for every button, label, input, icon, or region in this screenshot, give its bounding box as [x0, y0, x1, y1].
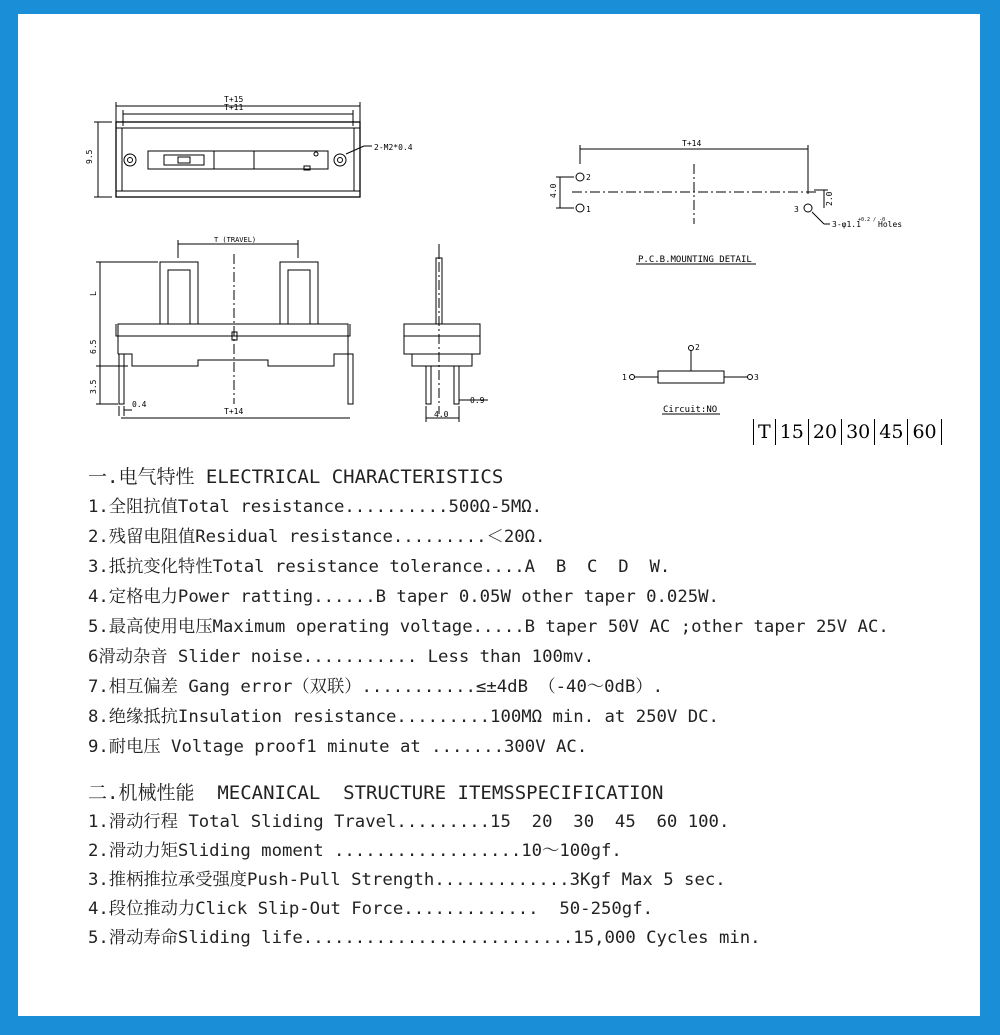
mechanical-line: 5.滑动寿命Sliding life..........................15,000 Cycles min.	[88, 928, 761, 948]
holes-suffix: Holes	[878, 220, 903, 229]
electrical-line: 9.耐电压 Voltage proof1 minute at .......300V AC.	[88, 737, 588, 757]
travel-table-cell: 60	[908, 419, 941, 445]
mechanical-title: 二.机械性能 MECANICAL STRUCTURE ITEMSSPECIFICATION	[88, 782, 664, 804]
holes-label: 3-φ1.1	[832, 220, 861, 229]
circuit-diagram	[630, 346, 753, 415]
pcb-mounting-detail	[556, 145, 830, 264]
dim-travel: T (TRAVEL)	[214, 236, 257, 244]
dim-4-0: 4.0	[434, 410, 449, 419]
circuit-caption: Circuit:NO	[663, 405, 718, 415]
pcb-dim-left: 4.0	[549, 183, 558, 198]
dim-6-5: 6.5	[89, 339, 98, 354]
drawing-svg	[18, 14, 980, 476]
dim-t11: T+11	[224, 103, 244, 112]
pcb-dim-right: 2.0	[825, 191, 834, 206]
circuit-pin1: 1	[622, 373, 627, 382]
travel-table-cell: 45	[875, 419, 908, 445]
dim-height: 9.5	[85, 149, 94, 164]
dim-3-5: 3.5	[89, 379, 98, 394]
electrical-line: 7.相互偏差 Gang error（双联）...........≤±4dB （-40～0dB）.	[88, 677, 664, 697]
electrical-line: 3.抵抗变化特性Total resistance tolerance....A B C D W.	[88, 557, 671, 577]
electrical-line: 8.绝缘抵抗Insulation resistance.........100MΩ min. at 250V DC.	[88, 707, 719, 727]
dim-t15: T+15	[224, 95, 244, 104]
specifications	[88, 462, 968, 953]
electrical-line: 5.最高使用电压Maximum operating voltage.....B taper 50V AC ;other taper 25V AC.	[88, 617, 889, 637]
electrical-line: 4.定格电力Power ratting......B taper 0.05W other taper 0.025W.	[88, 587, 719, 607]
mechanical-line: 2.滑动力矩Sliding moment ..................10～100gf.	[88, 841, 622, 861]
pcb-pin3: 3	[794, 205, 799, 214]
pcb-pin1: 1	[586, 205, 591, 214]
holes-tolerance: +0.2 / -0	[858, 217, 886, 223]
mechanical-line: 3.推柄推拉承受强度Push-Pull Strength.............3Kgf Max 5 sec.	[88, 870, 726, 890]
dim-0-9: 0.9	[470, 396, 485, 405]
electrical-title: 一.电气特性 ELECTRICAL CHARACTERISTICS	[88, 466, 504, 488]
electrical-line: 6滑动杂音 Slider noise........... Less than 100mv.	[88, 647, 595, 667]
side-view	[96, 240, 353, 418]
circuit-pin2: 2	[695, 343, 700, 352]
mechanical-line: 1.滑动行程 Total Sliding Travel.........15 20 30 45 60 100.	[88, 812, 730, 832]
pcb-caption: P.C.B.MOUNTING DETAIL	[638, 255, 752, 265]
circuit-pin3: 3	[754, 373, 759, 382]
mechanical-line: 4.段位推动力Click Slip-Out Force............. 50-250gf.	[88, 899, 653, 919]
travel-table-cell: 30	[842, 419, 875, 445]
travel-table-cell: 20	[809, 419, 842, 445]
technical-drawing	[18, 14, 980, 476]
travel-table	[753, 419, 942, 445]
pcb-pin2: 2	[586, 173, 591, 182]
side-dim-t14: T+14	[224, 407, 244, 416]
electrical-line: 2.残留电阻值Residual resistance.........＜20Ω.	[88, 527, 546, 547]
travel-table-cell: T	[754, 419, 776, 445]
pcb-dim-t14: T+14	[682, 139, 702, 148]
datasheet-page	[18, 14, 980, 1016]
screw-label: 2-M2*0.4	[374, 143, 413, 152]
dim-0-4: 0.4	[132, 400, 147, 409]
travel-table-cell: 15	[776, 419, 809, 445]
dim-l: L	[89, 291, 98, 296]
mechanical-section	[88, 778, 968, 953]
top-view	[94, 102, 372, 197]
electrical-line: 1.全阻抗值Total resistance..........500Ω-5MΩ.	[88, 497, 543, 517]
